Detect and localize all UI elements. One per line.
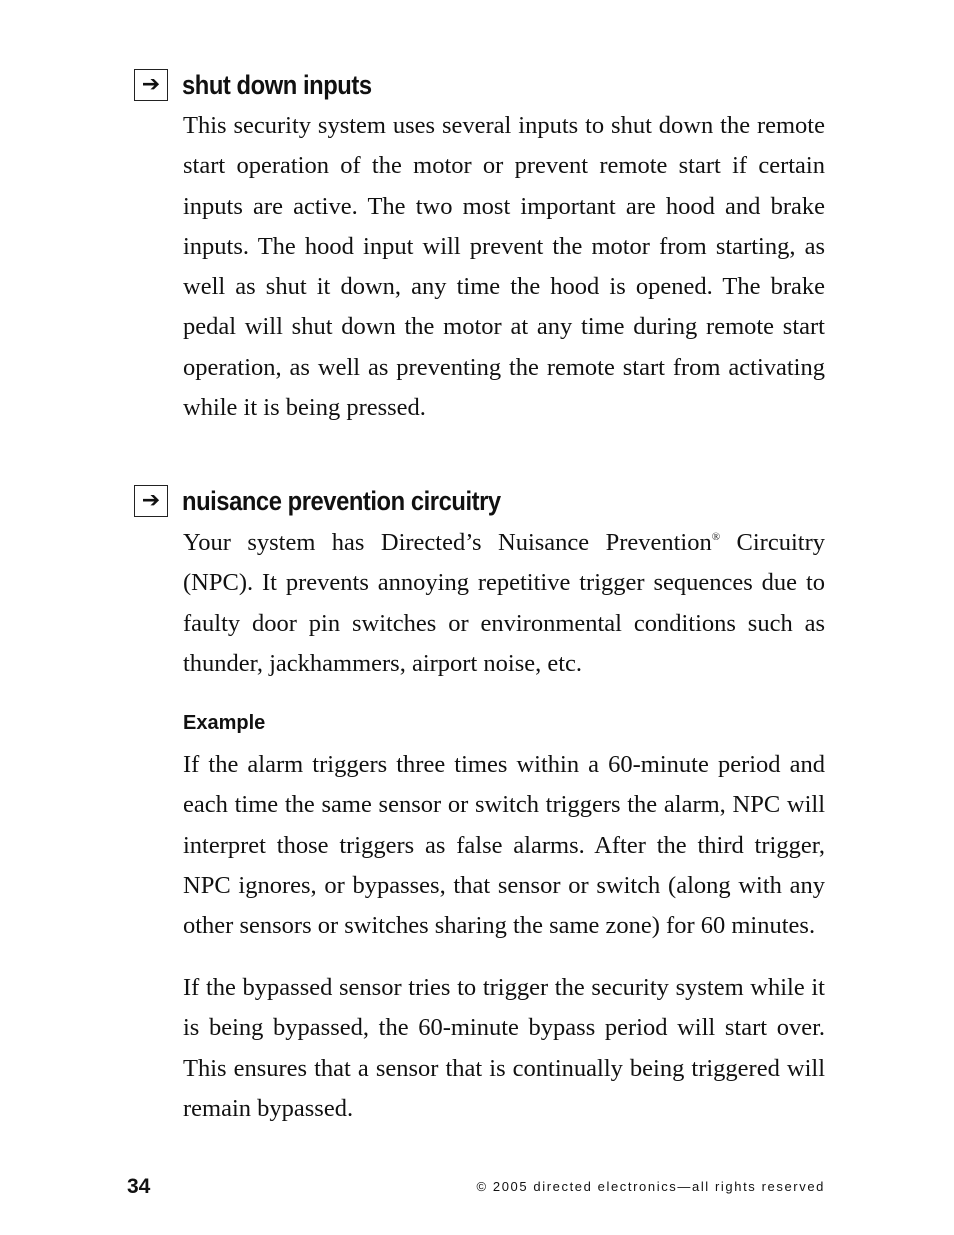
npc-intro-body bbox=[183, 523, 825, 684]
page-number: 34 bbox=[127, 1175, 151, 1198]
arrow-right-icon: ➔ bbox=[134, 69, 168, 101]
example-heading: Example bbox=[183, 712, 266, 734]
section-title: nuisance prevention circuitry bbox=[182, 485, 501, 516]
section-heading-nuisance-prevention bbox=[134, 484, 544, 518]
npc-intro-text-end: Circuitry (NPC). It prevents annoying repetitive trigger sequences due to faulty door pin switches or environmental conditions such as thunder, jackhammers, airport noise, etc. bbox=[183, 529, 825, 677]
example-paragraph-2: If the bypassed sensor tries to trigger the security system while it is being bypassed, the 60-minute bypass period will start over. This ensures that a sensor that is continually being triggered will remain bypassed. bbox=[183, 974, 825, 1122]
arrow-right-icon: ➔ bbox=[134, 485, 168, 517]
npc-intro-text-start: Your system has Directed’s Nuisance Prevention bbox=[183, 529, 712, 556]
example-paragraph-1: If the alarm triggers three times within a 60-minute period and each time the same sensor or switch triggers the alarm, NPC will interpret those triggers as false alarms. After the third trigger, NPC ignores, or bypasses, that sensor or switch (along with any other sensors or switches sharing the same zone) for 60 minutes. bbox=[183, 751, 825, 940]
shut-down-inputs-body: This security system uses several inputs to shut down the remote start operation of the motor or prevent remote start if certain inputs are active. The two most important are hood and brake inputs. The hood input will prevent the motor from starting, as well as shut it down, any time the hood is opened. The brake pedal will shut down the motor at any time during remote start operation, as well as preventing the remote start from activating while it is being pressed. bbox=[183, 112, 825, 422]
section-heading-shut-down-inputs bbox=[134, 68, 397, 102]
copyright-footer: © 2005 directed electronics—all rights reserved bbox=[476, 1179, 825, 1194]
registered-mark: ® bbox=[711, 531, 721, 543]
section-title: shut down inputs bbox=[182, 69, 372, 100]
